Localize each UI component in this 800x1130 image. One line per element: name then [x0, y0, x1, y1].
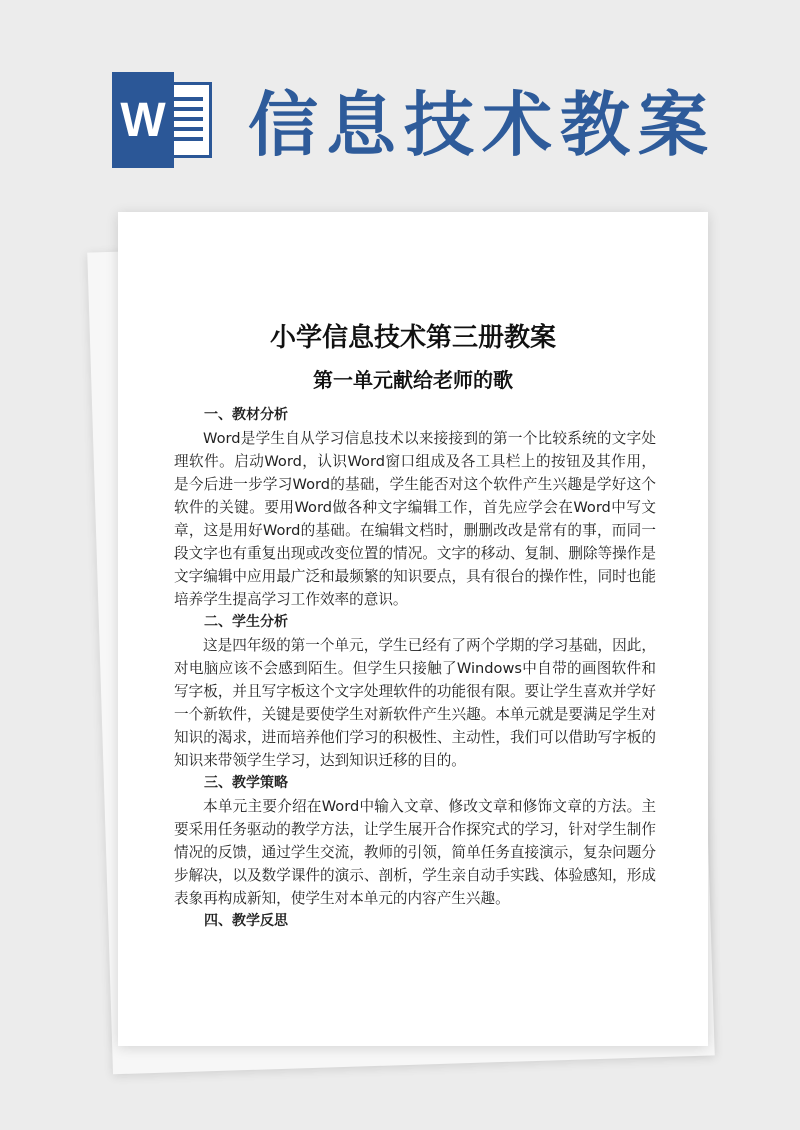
word-logo-icon — [112, 72, 216, 168]
section-heading: 二、学生分析 — [204, 614, 288, 630]
word-logo-letter: W — [112, 72, 174, 168]
document-body — [174, 404, 656, 933]
section-heading: 三、教学策略 — [204, 775, 288, 791]
section-heading: 四、教学反思 — [204, 913, 288, 929]
header-banner — [0, 0, 800, 200]
section-paragraph: 本单元主要介绍在Word中输入文章、修改文章和修饰文章的方法。主要采用任务驱动的教学方法，让学生展开合作探究式的学习，针对学生制作情况的反馈，通过学生交流，教师的引领，简单任务直接演示，复杂问题分步解决，以及数学课件的演示、剖析，学生亲自动手实践、体验感知，形成表象再构成新知，使学生对本单元的内容产生兴趣。 — [174, 798, 656, 907]
document-page — [118, 212, 708, 1046]
document-title: 小学信息技术第三册教案 — [269, 323, 556, 353]
section-paragraph: Word是学生自从学习信息技术以来接接到的第一个比较系统的文字处理软件。启动Word，认识Word窗口组成及各工具栏上的按钮及其作用，是今后进一步学习Word的基础，学生能否对这个软件产生兴趣是学好这个软件的关键。要用Word做各种文字编辑工作，首先应学会在Word中写文章，这是用好Word的基础。在编辑文档时，删删改改是常有的事，而同一段文字也有重复出现或改变位置的情况。文字的移动、复制、删除等操作是文字编辑中应用最广泛和最频繁的知识要点，具有很台的操作性，同时也能培养学生提高学习工作效率的意识。 — [174, 430, 656, 608]
document-subtitle: 第一单元献给老师的歌 — [313, 368, 513, 392]
section-heading: 一、教材分析 — [204, 407, 288, 423]
section-paragraph: 这是四年级的第一个单元，学生已经有了两个学期的学习基础，因此，对电脑应该不会感到陌生。但学生只接触了Windows中自带的画图软件和写字板，并且写字板这个文字处理软件的功能很有限。要让学生喜欢并学好一个新软件，关键是要使学生对新软件产生兴趣。本单元就是要满足学生对知识的渴求，进而培养他们学习的积极性、主动性，我们可以借助写字板的知识来带领学生学习，达到知识迁移的目的。 — [174, 637, 656, 769]
banner-title: 信息技术教案 — [248, 84, 716, 166]
